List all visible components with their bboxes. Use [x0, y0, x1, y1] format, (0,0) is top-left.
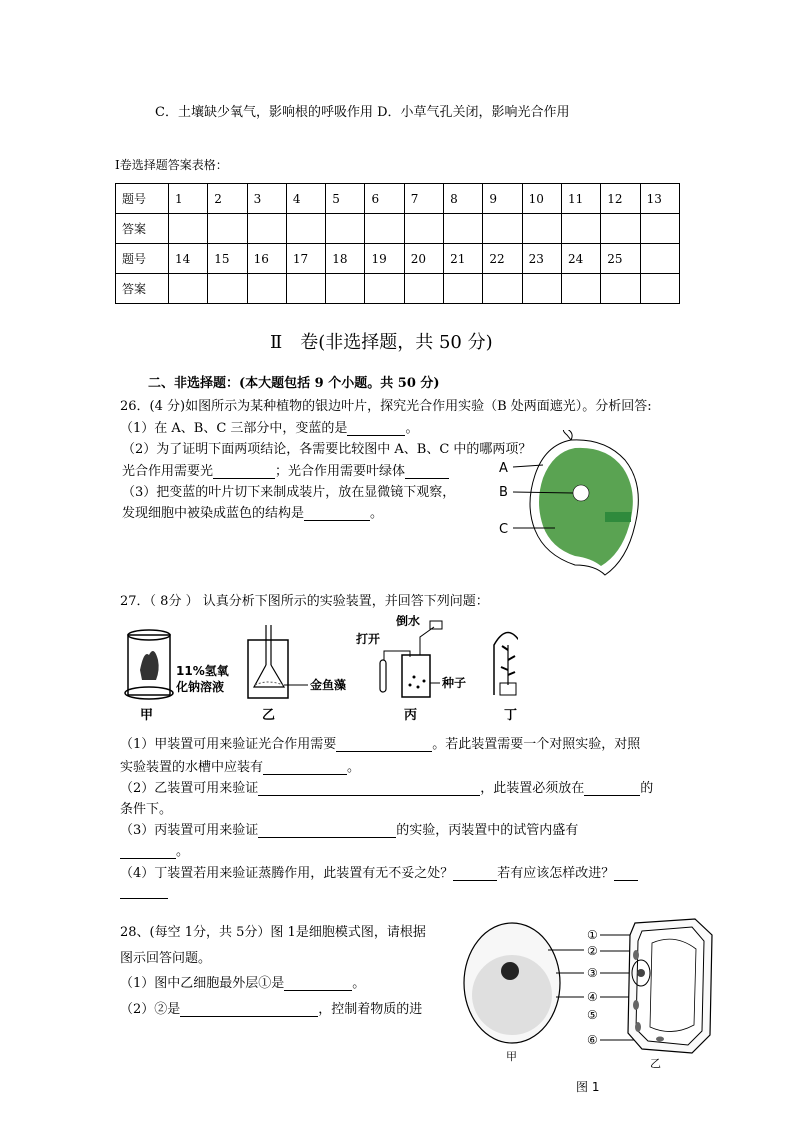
answer-cell[interactable]: [326, 214, 365, 244]
plant-cell-yi: [628, 919, 712, 1070]
leaf-figure: [495, 430, 655, 580]
table-row: [116, 214, 680, 244]
answer-blank[interactable]: [584, 782, 640, 796]
answer-blank[interactable]: [213, 465, 275, 479]
table-cell: 22: [483, 244, 522, 274]
table-cell: 25: [601, 244, 640, 274]
table-cell: 17: [286, 244, 325, 274]
q27-part3: （3）丙装置可用来验证 的实验，丙装置中的试管内盛有: [120, 823, 579, 838]
answer-cell[interactable]: [365, 274, 404, 304]
caption-bing: 丙: [404, 708, 418, 723]
leaf-patch: [605, 512, 631, 522]
q28-stem-2: 图示回答问题。: [120, 951, 212, 966]
answer-blank[interactable]: [284, 977, 352, 991]
answer-cell[interactable]: [522, 274, 561, 304]
answer-cell[interactable]: [169, 274, 208, 304]
label-4: ④: [587, 990, 598, 1004]
label-a: A: [499, 461, 508, 476]
answer-cell[interactable]: [640, 214, 679, 244]
label-naoh-1: 11%氢氧: [176, 664, 229, 678]
q28-part1: （1）图中乙细胞最外层①是 。: [120, 976, 366, 991]
label-water: 倒水: [396, 615, 421, 628]
cell-figure: [460, 915, 720, 1100]
table-cell: 2: [208, 184, 247, 214]
q26-part3: （3）把变蓝的叶片切下来制成装片，放在显微镜下观察，: [122, 485, 456, 500]
table-cell: 15: [208, 244, 247, 274]
label-alga: 金鱼藻: [310, 678, 347, 692]
covered-area-b: [573, 485, 589, 501]
label-seed: 种子: [442, 676, 467, 690]
answer-table-title: I卷选择题答案表格：: [115, 158, 228, 172]
answer-blank[interactable]: [120, 885, 168, 899]
answer-cell[interactable]: [208, 214, 247, 244]
caption-ding: 丁: [504, 708, 518, 723]
table-cell: 8: [444, 184, 483, 214]
table-cell: 1: [169, 184, 208, 214]
answer-cell[interactable]: [444, 214, 483, 244]
answer-cell[interactable]: [365, 214, 404, 244]
answer-blank[interactable]: [336, 738, 432, 752]
table-cell: 23: [522, 244, 561, 274]
table-cell: 3: [247, 184, 286, 214]
q26-stem: 26．(4 分)如图所示为某种植物的银边叶片，探究光合作用实验（B 处两面遮光）。分析回答:: [120, 399, 652, 414]
label-b: B: [499, 485, 508, 500]
table-cell: 20: [404, 244, 443, 274]
q26-part1: （1）在 A、B、C 三部分中，变蓝的是 。: [120, 421, 419, 436]
table-cell: 6: [365, 184, 404, 214]
answer-blank[interactable]: [180, 1003, 318, 1017]
answer-cell[interactable]: [483, 274, 522, 304]
table-cell: 9: [483, 184, 522, 214]
answer-blank[interactable]: [258, 824, 396, 838]
label-5: ⑤: [587, 1008, 598, 1022]
figure-caption: 图 1: [576, 1080, 600, 1094]
apparatus-ding: [494, 633, 518, 724]
answer-cell[interactable]: [522, 214, 561, 244]
answer-blank[interactable]: [120, 845, 176, 859]
answer-cell[interactable]: [326, 274, 365, 304]
table-cell: 24: [561, 244, 600, 274]
table-cell: 12: [601, 184, 640, 214]
label-2: ②: [587, 944, 598, 958]
answer-blank[interactable]: [304, 507, 370, 521]
table-cell: 21: [444, 244, 483, 274]
answer-cell[interactable]: [483, 214, 522, 244]
q25-options: C．土壤缺少氧气，影响根的呼吸作用 D．小草气孔关闭，影响光合作用: [155, 105, 570, 120]
label-3: ③: [587, 966, 598, 980]
row-label-question: 题号: [116, 184, 169, 214]
q27-part4: （4）丁装置若用来验证蒸腾作用，此装置有无不妥之处？ 若有应该怎样改进？: [120, 862, 638, 881]
table-row: [116, 244, 680, 274]
label-c: C: [499, 522, 509, 537]
answer-blank[interactable]: [405, 465, 449, 479]
answer-cell[interactable]: [208, 274, 247, 304]
table-cell: 14: [169, 244, 208, 274]
q27-apparatus-figure: [118, 615, 518, 725]
part2-title: Ⅱ 卷(非选择题，共 50 分): [270, 332, 493, 353]
apparatus-jia: [125, 630, 230, 723]
caption-yi: 乙: [262, 708, 276, 723]
answer-cell[interactable]: [247, 214, 286, 244]
label-open: 打开: [356, 632, 381, 646]
answer-cell[interactable]: [169, 214, 208, 244]
table-cell: 4: [286, 184, 325, 214]
q26-part2: （2）为了证明下面两项结论，各需要比较图中 A、B、C 中的哪两项？: [122, 442, 532, 457]
table-cell: 19: [365, 244, 404, 274]
table-cell: 7: [404, 184, 443, 214]
q26-part3-line: 发现细胞中被染成蓝色的结构是 。: [122, 506, 384, 521]
q27-part1-line2: 实验装置的水槽中应装有 。: [120, 760, 361, 775]
q27-part4-line2: [120, 884, 168, 899]
table-cell: 5: [326, 184, 365, 214]
answer-blank[interactable]: [347, 422, 405, 436]
answer-blank[interactable]: [614, 867, 638, 881]
answer-cell[interactable]: [444, 274, 483, 304]
q27-stem: 27．（ 8分 ） 认真分析下图所示的实验装置，并回答下列问题：: [120, 594, 489, 609]
table-cell: 16: [247, 244, 286, 274]
table-cell: 13: [640, 184, 679, 214]
answer-cell[interactable]: [404, 214, 443, 244]
q28-part2: （2）②是 ，控制着物质的进: [120, 1002, 423, 1017]
answer-cell[interactable]: [601, 214, 640, 244]
caption-jia: 甲: [140, 708, 154, 723]
section2-heading: 二、非选择题：(本大题包括 9 个小题。共 50 分): [148, 376, 440, 391]
apparatus-bing: [355, 615, 466, 723]
caption-cell-yi: 乙: [650, 1057, 661, 1070]
q26-part2-line: 光合作用需要光 ；光合作用需要叶绿体: [122, 460, 449, 479]
answer-cell[interactable]: [640, 274, 679, 304]
answer-cell[interactable]: [404, 274, 443, 304]
animal-cell-jia: [464, 923, 560, 1063]
table-row: [116, 184, 680, 214]
row-label-question: 题号: [116, 244, 169, 274]
apparatus-yi: [248, 625, 346, 723]
label-1: ①: [587, 928, 598, 942]
row-label-answer: 答案: [116, 214, 169, 244]
row-label-answer: 答案: [116, 274, 169, 304]
answer-cell[interactable]: [561, 274, 600, 304]
q27-part2-line2: 条件下。: [120, 802, 173, 817]
answer-blank[interactable]: [258, 782, 480, 796]
answer-cell[interactable]: [286, 214, 325, 244]
answer-blank[interactable]: [263, 761, 347, 775]
table-cell: 18: [326, 244, 365, 274]
answer-cell[interactable]: [247, 274, 286, 304]
q27-part2: （2）乙装置可用来验证 ，此装置必须放在 的: [120, 781, 654, 796]
table-row: [116, 274, 680, 304]
label-6: ⑥: [587, 1033, 598, 1047]
q27-part1: （1）甲装置可用来验证光合作用需要 。若此装置需要一个对照实验，对照: [120, 737, 641, 752]
answer-blank[interactable]: [453, 867, 497, 881]
answer-cell[interactable]: [286, 274, 325, 304]
label-naoh-2: 化钠溶液: [176, 680, 225, 694]
answer-table: [115, 183, 680, 304]
table-cell: 10: [522, 184, 561, 214]
table-cell: 11: [561, 184, 600, 214]
caption-cell-jia: 甲: [506, 1050, 517, 1063]
q27-part3-line2: 。: [120, 840, 189, 859]
q28-stem-1: 28、(每空 1分，共 5分）图 1是细胞模式图，请根据: [120, 925, 426, 940]
answer-cell[interactable]: [561, 214, 600, 244]
table-cell: [640, 244, 679, 274]
answer-cell[interactable]: [601, 274, 640, 304]
